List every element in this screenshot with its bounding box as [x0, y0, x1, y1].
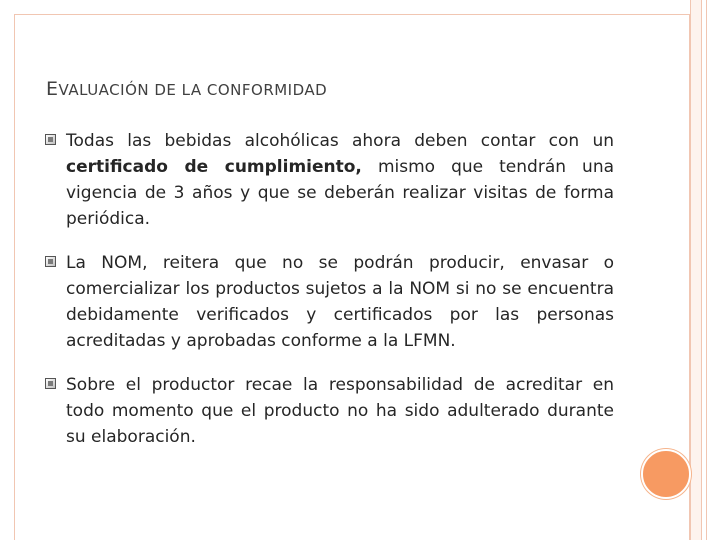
bullet-text: Todas las bebidas alcohólicas ahora deben contar con un: [66, 131, 614, 151]
bullet-text: Sobre el productor recae la responsabilidad de acreditar en todo momento que el producto no ha sido adulterado durante su elaboración.: [66, 375, 614, 447]
bullet-text: mismo que tendrán una vigencia de 3 años y que se deberán realizar visitas de forma periódica.: [66, 157, 615, 229]
slide-title: [46, 78, 327, 100]
right-decorative-line: [706, 0, 707, 540]
right-decorative-bar: [690, 0, 702, 540]
square-bullet-icon: [45, 256, 56, 267]
decorative-circle: [641, 449, 691, 499]
slide-title-initial: E: [46, 78, 59, 100]
bullet-text-bold: certificado de cumplimiento,: [66, 157, 362, 177]
bullet-item: [52, 250, 614, 354]
bullet-list: [52, 128, 614, 450]
bullet-item: [52, 372, 614, 450]
square-bullet-icon: [45, 378, 56, 389]
bullet-text: La NOM, reitera que no se podrán producir, envasar o comercializar los productos sujetos a la NOM si no se encuentra debidamente verificados y certificados por las personas acreditadas y aprobadas conforme a la LFMN.: [66, 253, 614, 351]
bullet-item: [52, 128, 614, 232]
square-bullet-icon: [45, 134, 56, 145]
slide-title-rest: VALUACIÓN DE LA CONFORMIDAD: [58, 81, 328, 99]
